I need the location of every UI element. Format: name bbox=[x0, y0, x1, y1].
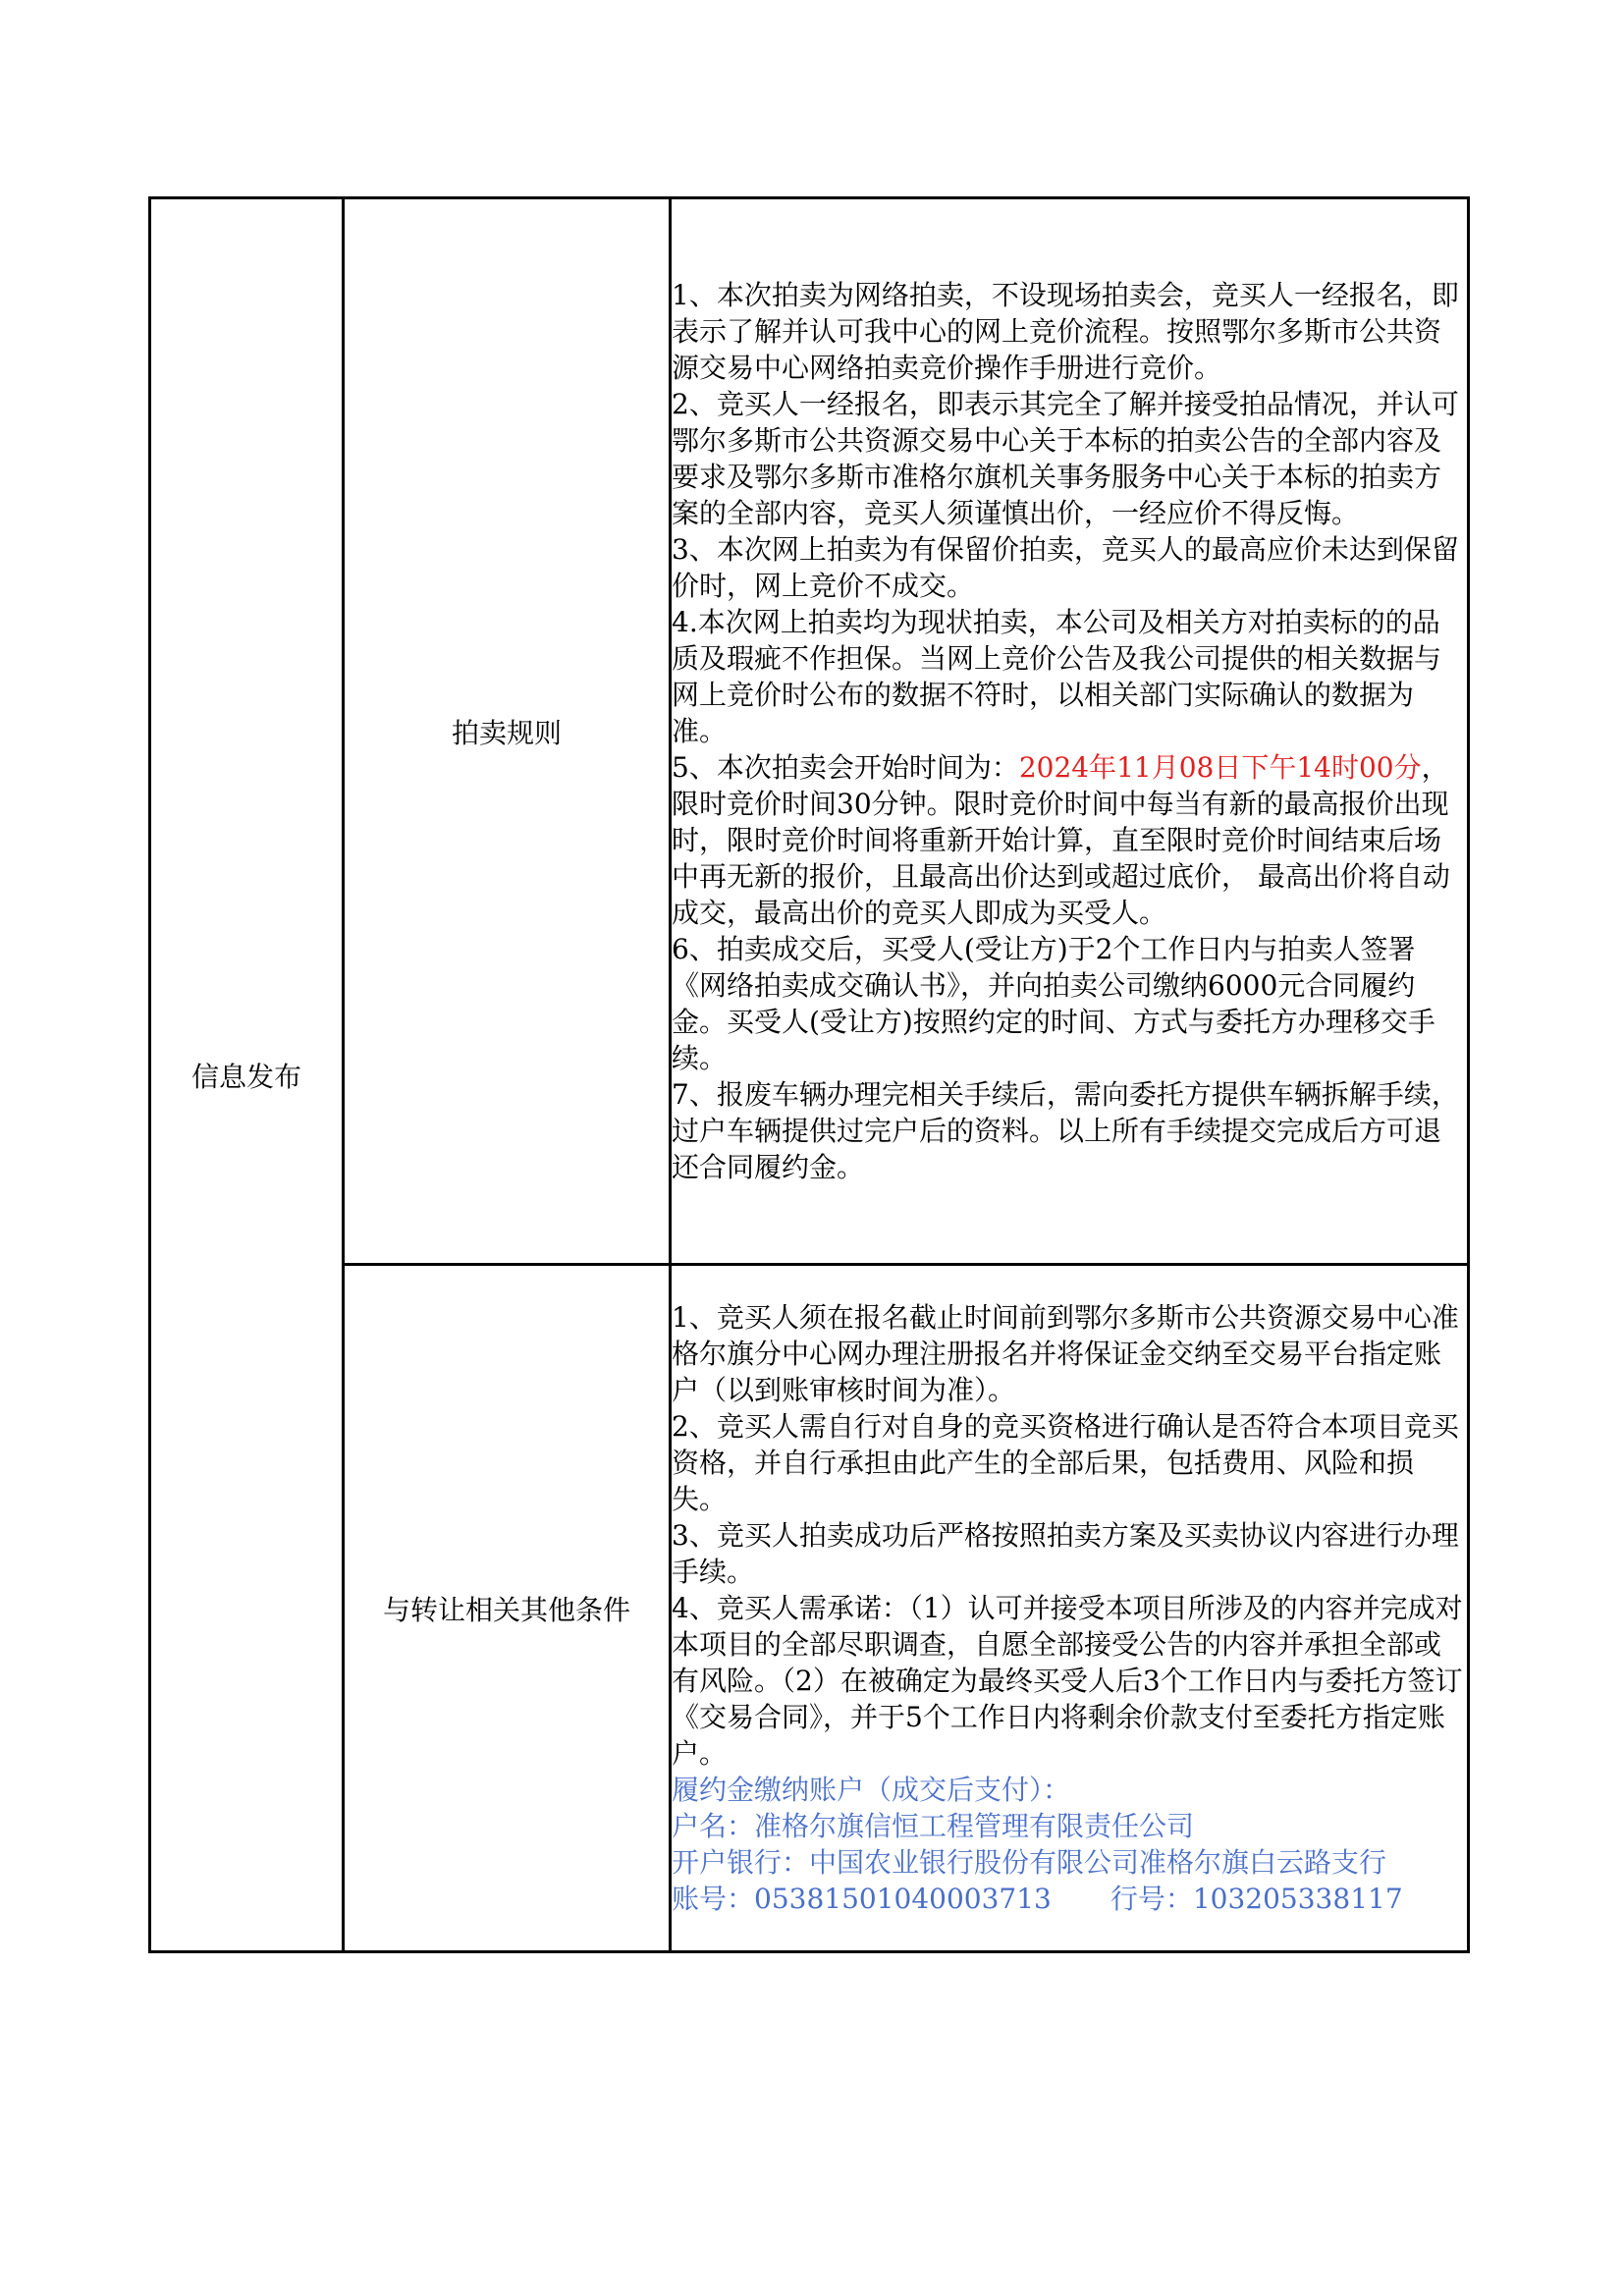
rule-item-5 bbox=[672, 749, 1467, 931]
rule-item-5-prefix: 5、本次拍卖会开始时间为： bbox=[672, 751, 1019, 784]
account-heading: 履约金缴纳账户（成交后支付）： bbox=[672, 1774, 1071, 1806]
section-label: 信息发布 bbox=[190, 1060, 301, 1093]
condition-item-4: 4、竞买人需承诺：（1）认可并接受本项目所涉及的内容并完成对本项目的全部尽职调查，自愿全部接受公告的内容并承担全部或有风险。（2）在被确定为最终买受人后3个工作日内与委托方签订《交易合同》，并于5个工作日内将剩余价款支付至委托方指定账户。 bbox=[672, 1592, 1463, 1770]
auction-start-time: 2024年11月08日下午14时00分 bbox=[1018, 751, 1422, 784]
condition-item-1: 1、竞买人须在报名截止时间前到鄂尔多斯市公共资源交易中心准格尔旗分中心网办理注册报名并将保证金交纳至交易平台指定账户（以到账审核时间为准）。 bbox=[672, 1301, 1459, 1406]
bank-code: 行号：103205338117 bbox=[1110, 1883, 1403, 1915]
info-table bbox=[148, 196, 1470, 1953]
account-bank: 开户银行：中国农业银行股份有限公司准格尔旗白云路支行 bbox=[672, 1846, 1387, 1879]
section-label-cell bbox=[150, 198, 344, 1952]
rule-item-4: 4.本次网上拍卖均为现状拍卖，本公司及相关方对拍卖标的的品质及瑕疵不作担保。当网上竞价公告及我公司提供的相关数据与网上竞价时公布的数据不符时，以相关部门实际确认的数据为准。 bbox=[672, 606, 1442, 747]
table-row-other-conditions bbox=[150, 1265, 1469, 1952]
rule-item-3: 3、本次网上拍卖为有保留价拍卖，竞买人的最高应价未达到保留价时，网上竞价不成交。 bbox=[672, 533, 1459, 602]
condition-item-3: 3、竞买人拍卖成功后严格按照拍卖方案及买卖协议内容进行办理手续。 bbox=[672, 1519, 1459, 1588]
auction-rules-content bbox=[671, 198, 1469, 1265]
row-label-other-conditions: 与转让相关其他条件 bbox=[382, 1593, 630, 1626]
row-label-cell bbox=[344, 1265, 671, 1952]
account-numbers bbox=[672, 1881, 1467, 1917]
row-label-cell bbox=[344, 198, 671, 1265]
rule-item-7: 7、报废车辆办理完相关手续后，需向委托方提供车辆拆解手续，过户车辆提供过完户后的资料。以上所有手续提交完成后方可退还合同履约金。 bbox=[672, 1078, 1459, 1183]
table-row-auction-rules bbox=[150, 198, 1469, 1265]
rule-item-2: 2、竞买人一经报名，即表示其完全了解并接受拍品情况，并认可鄂尔多斯市公共资源交易中心关于本标的拍卖公告的全部内容及要求及鄂尔多斯市准格尔旗机关事务服务中心关于本标的拍卖方案的全部内容，竞买人须谨慎出价，一经应价不得反悔。 bbox=[672, 388, 1459, 529]
rule-item-5-suffix: ，限时竞价时间30分钟。限时竞价时间中每当有新的最高报价出现时，限时竞价时间将重新开始计算，直至限时竞价时间结束后场中再无新的报价，且最高出价达到或超过底价， 最高出价将自动成交，最高出价的竞买人即成为买受人。 bbox=[672, 751, 1450, 929]
rule-item-6: 6、拍卖成交后，买受人(受让方)于2个工作日内与拍卖人签署《网络拍卖成交确认书》，并向拍卖公司缴纳6000元合同履约金。买受人(受让方)按照约定的时间、方式与委托方办理移交手续。 bbox=[672, 933, 1435, 1074]
account-number: 账号：05381501040003713 bbox=[672, 1883, 1052, 1915]
rule-item-1: 1、本次拍卖为网络拍卖，不设现场拍卖会，竞买人一经报名，即表示了解并认可我中心的网上竞价流程。按照鄂尔多斯市公共资源交易中心网络拍卖竞价操作手册进行竞价。 bbox=[672, 279, 1459, 384]
condition-item-2: 2、竞买人需自行对自身的竞买资格进行确认是否符合本项目竞买资格，并自行承担由此产生的全部后果，包括费用、风险和损失。 bbox=[672, 1410, 1459, 1515]
other-conditions-content bbox=[671, 1265, 1469, 1952]
row-label-auction-rules: 拍卖规则 bbox=[451, 716, 562, 749]
account-name: 户名：准格尔旗信恒工程管理有限责任公司 bbox=[672, 1810, 1195, 1842]
